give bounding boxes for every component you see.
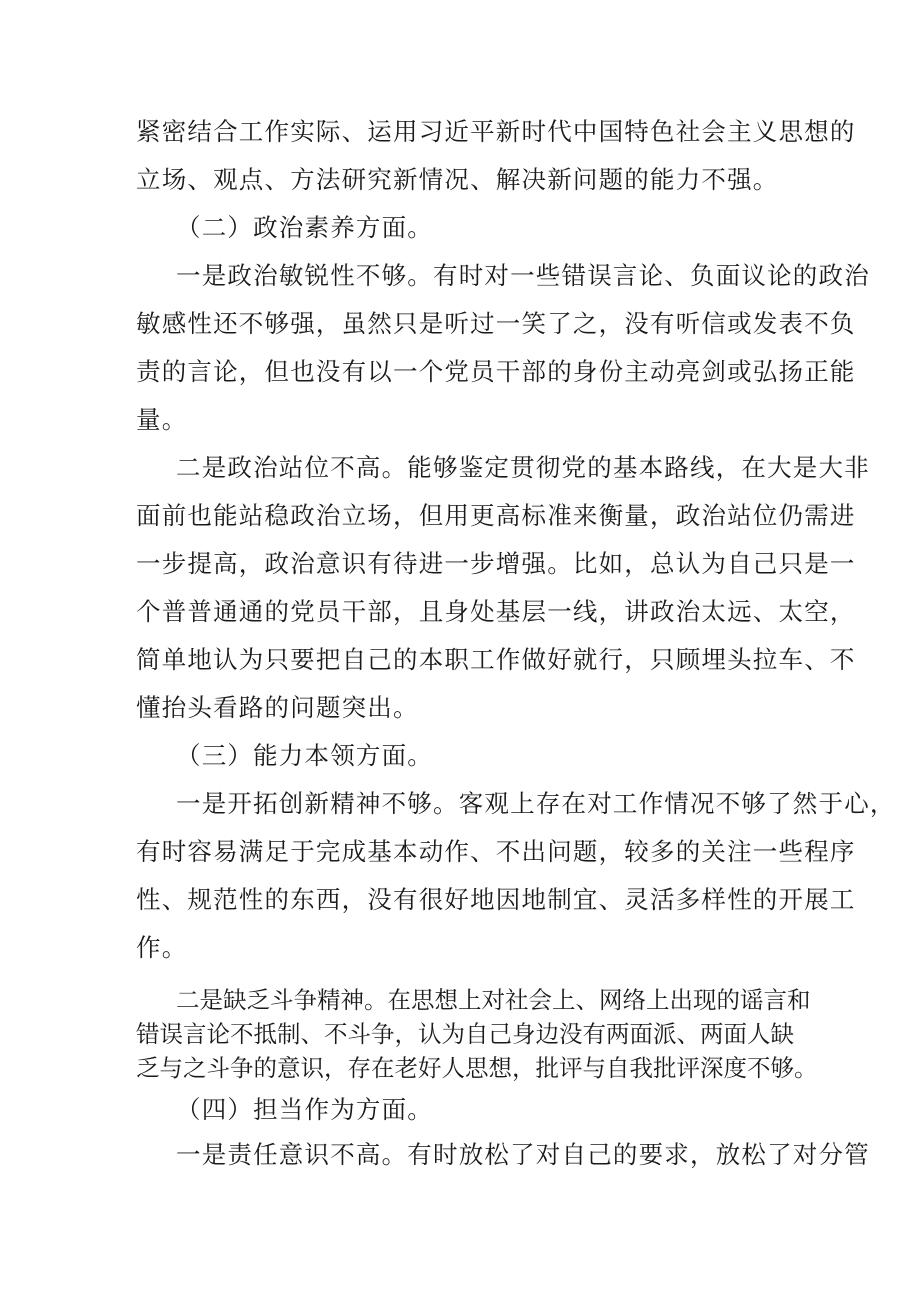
- paragraph-line: 错误言论不抵制、不斗争，认为自己身边没有两面派、两面人缺: [136, 1020, 794, 1048]
- paragraph-line: 作。: [136, 933, 188, 962]
- section-heading: （二）政治素养方面。: [176, 213, 433, 242]
- paragraph-line: 责的言论，但也没有以一个党员干部的身份主动亮剑或弘扬正能: [136, 357, 856, 386]
- paragraph-line: 敏感性还不够强，虽然只是听过一笑了之，没有听信或发表不负: [136, 309, 856, 338]
- paragraph-line: 面前也能站稳政治立场，但用更高标准来衡量，政治站位仍需进: [136, 501, 856, 530]
- paragraph-line: 个普普通通的党员干部，且身处基层一线，讲政治太远、太空，: [136, 597, 856, 626]
- paragraph-line: 立场、观点、方法研究新情况、解决新问题的能力不强。: [136, 165, 779, 194]
- paragraph-line: 二是政治站位不高。能够鉴定贯彻党的基本路线，在大是大非: [176, 453, 870, 482]
- section-heading: （四）担当作为方面。: [176, 1095, 433, 1124]
- paragraph-line: 懂抬头看路的问题突出。: [136, 693, 419, 722]
- paragraph-line: 乏与之斗争的意识，存在老好人思想，批评与自我批评深度不够。: [136, 1054, 818, 1082]
- section-heading: （三）能力本领方面。: [176, 741, 433, 770]
- paragraph-line: 简单地认为只要把自己的本职工作做好就行，只顾埋头拉车、不: [136, 645, 856, 674]
- paragraph-line: 一步提高，政治意识有待进一步增强。比如，总认为自己只是一: [136, 549, 856, 578]
- paragraph-line: 性、规范性的东西，没有很好地因地制宜、灵活多样性的开展工: [136, 885, 856, 914]
- paragraph-line: 有时容易满足于完成基本动作、不出问题，较多的关注一些程序: [136, 837, 856, 866]
- paragraph-line: 一是责任意识不高。有时放松了对自己的要求，放松了对分管: [176, 1140, 870, 1169]
- paragraph-line: 一是政治敏锐性不够。有时对一些错误言论、负面议论的政治: [176, 261, 870, 290]
- paragraph-line: 一是开拓创新精神不够。客观上存在对工作情况不够了然于心，: [176, 789, 896, 818]
- paragraph-line: 二是缺乏斗争精神。在思想上对社会上、网络上出现的谣言和: [176, 986, 811, 1014]
- paragraph-line: 紧密结合工作实际、运用习近平新时代中国特色社会主义思想的: [136, 117, 856, 146]
- paragraph-line: 量。: [136, 405, 188, 434]
